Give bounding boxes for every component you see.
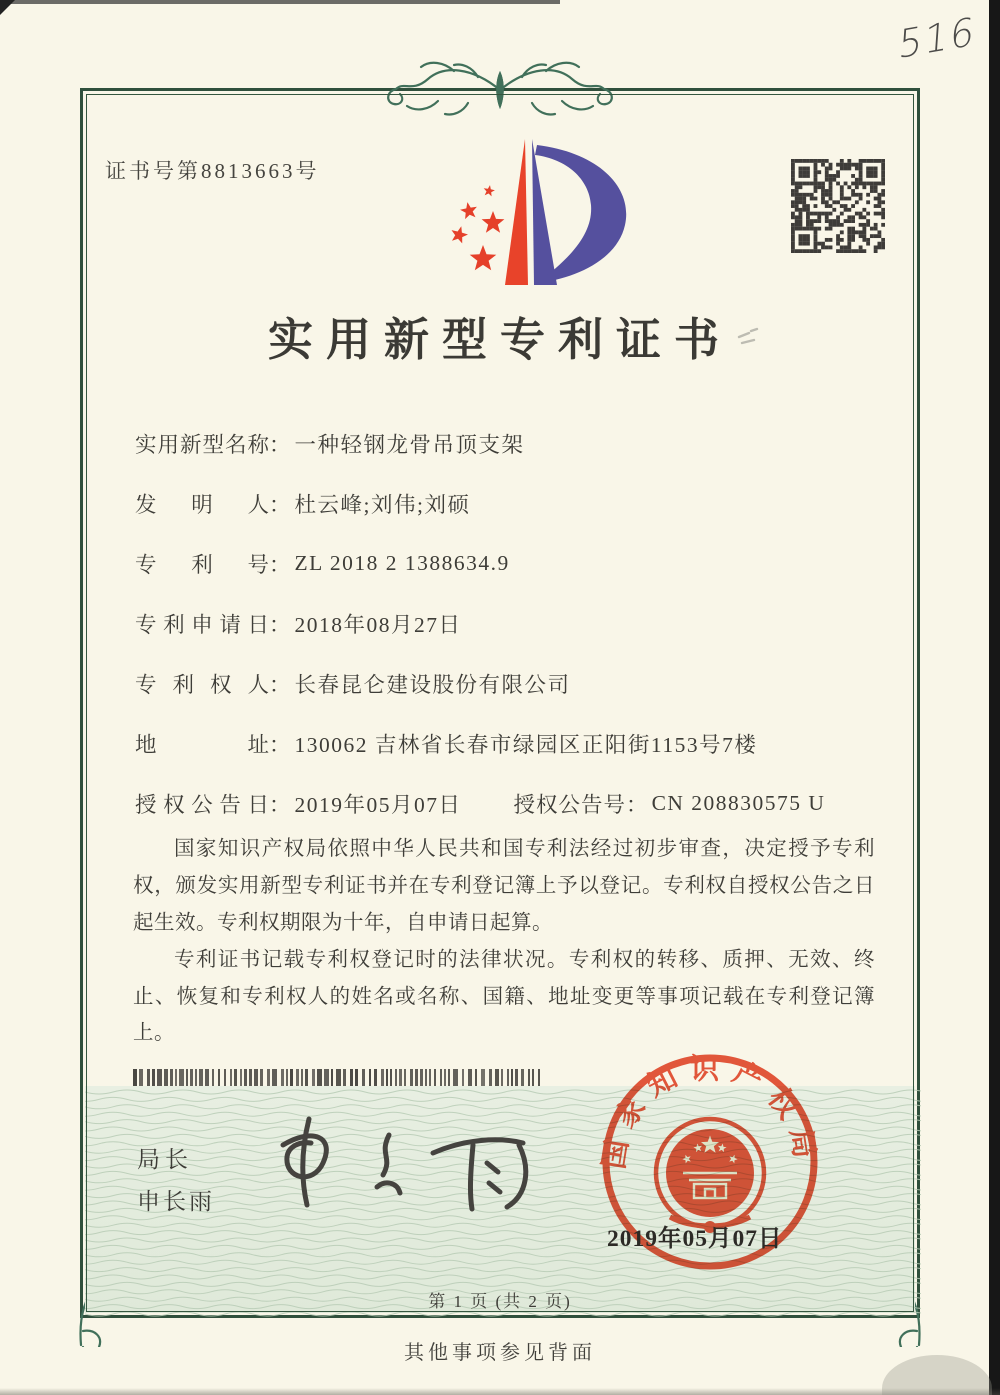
top-flourish-ornament [350, 57, 650, 123]
field-colon: ： [269, 792, 291, 817]
field-colon: ： [269, 552, 291, 577]
field-row-address [135, 713, 881, 773]
field-colon: ： [269, 672, 291, 697]
field-colon: ： [269, 432, 291, 457]
field-label: 专利权人 [135, 672, 269, 697]
scan-corner-wedge [0, 0, 15, 15]
field-row-filing-date [135, 593, 881, 653]
field-value: 杜云峰;刘伟;刘硕 [294, 492, 471, 517]
field-label: 发明人 [135, 492, 269, 517]
field-colon: ： [269, 732, 291, 757]
scan-edge-bottom [0, 1388, 1000, 1395]
field-label: 实用新型名称 [135, 432, 269, 457]
field-value: 2018年08月27日 [294, 612, 462, 637]
field-list [135, 413, 881, 833]
field-row-grant [135, 773, 881, 833]
cnipa-patent-logo-icon [421, 133, 656, 305]
field-value: CN 208830575 U [651, 790, 826, 815]
field-row-patentee [135, 653, 881, 713]
field-label: 授权公告号 [513, 792, 627, 817]
certificate-number: 证书号第8813663号 [105, 159, 320, 183]
field-row-patent-no [135, 533, 881, 593]
field-value: 一种轻钢龙骨吊顶支架 [294, 432, 525, 457]
field-colon: ： [269, 612, 291, 637]
seal-date: 2019年05月07日 [607, 1226, 783, 1252]
field-label: 地址 [135, 732, 269, 757]
scan-edge-top [0, 0, 560, 4]
handwritten-signature-icon [261, 1105, 551, 1220]
field-colon: ： [269, 492, 291, 517]
field-row-name [135, 413, 881, 473]
field-row-inventors [135, 473, 881, 533]
certificate-title: 实用新型专利证书 [267, 315, 732, 365]
commissioner-name: 申长雨 [137, 1189, 215, 1214]
field-label: 专利号 [135, 552, 269, 577]
seal-ring-text: 国家知识产权局 [598, 1053, 822, 1172]
certificate-border-frame [80, 88, 920, 1318]
field-value: 长春昆仑建设股份有限公司 [294, 672, 571, 697]
scan-edge-right [989, 0, 1000, 1395]
legal-text [133, 831, 875, 1052]
grant-number-group [514, 788, 826, 819]
commissioner-title: 局长 [137, 1147, 193, 1172]
barcode-icon [133, 1069, 545, 1086]
field-label: 专利申请日 [135, 612, 269, 637]
field-value: 2019年05月07日 [294, 792, 462, 817]
legal-paragraph: 国家知识产权局依照中华人民共和国专利法经过初步审查，决定授予专利权，颁发实用新型专利证书并在专利登记簿上予以登记。专利权自授权公告之日起生效。专利权期限为十年，自申请日起算。 [133, 838, 875, 934]
handwritten-number: 516 [897, 8, 978, 68]
qr-code-icon [791, 159, 885, 253]
field-value: 130062 吉林省长春市绿园区正阳街1153号7楼 [294, 732, 758, 757]
legal-paragraph: 专利证书记载专利权登记时的法律状况。专利权的转移、质押、无效、终止、恢复和专利权人的姓名或名称、国籍、地址变更等事项记载在专利登记簿上。 [133, 948, 875, 1045]
field-colon: ： [626, 792, 648, 817]
field-value: ZL 2018 2 1388634.9 [294, 550, 510, 575]
ink-smudge [735, 323, 765, 349]
back-side-note: 其他事项参见背面 [404, 1342, 596, 1364]
page-indicator: 第 1 页 (共 2 页) [428, 1292, 572, 1311]
field-label: 授权公告日 [135, 792, 269, 817]
